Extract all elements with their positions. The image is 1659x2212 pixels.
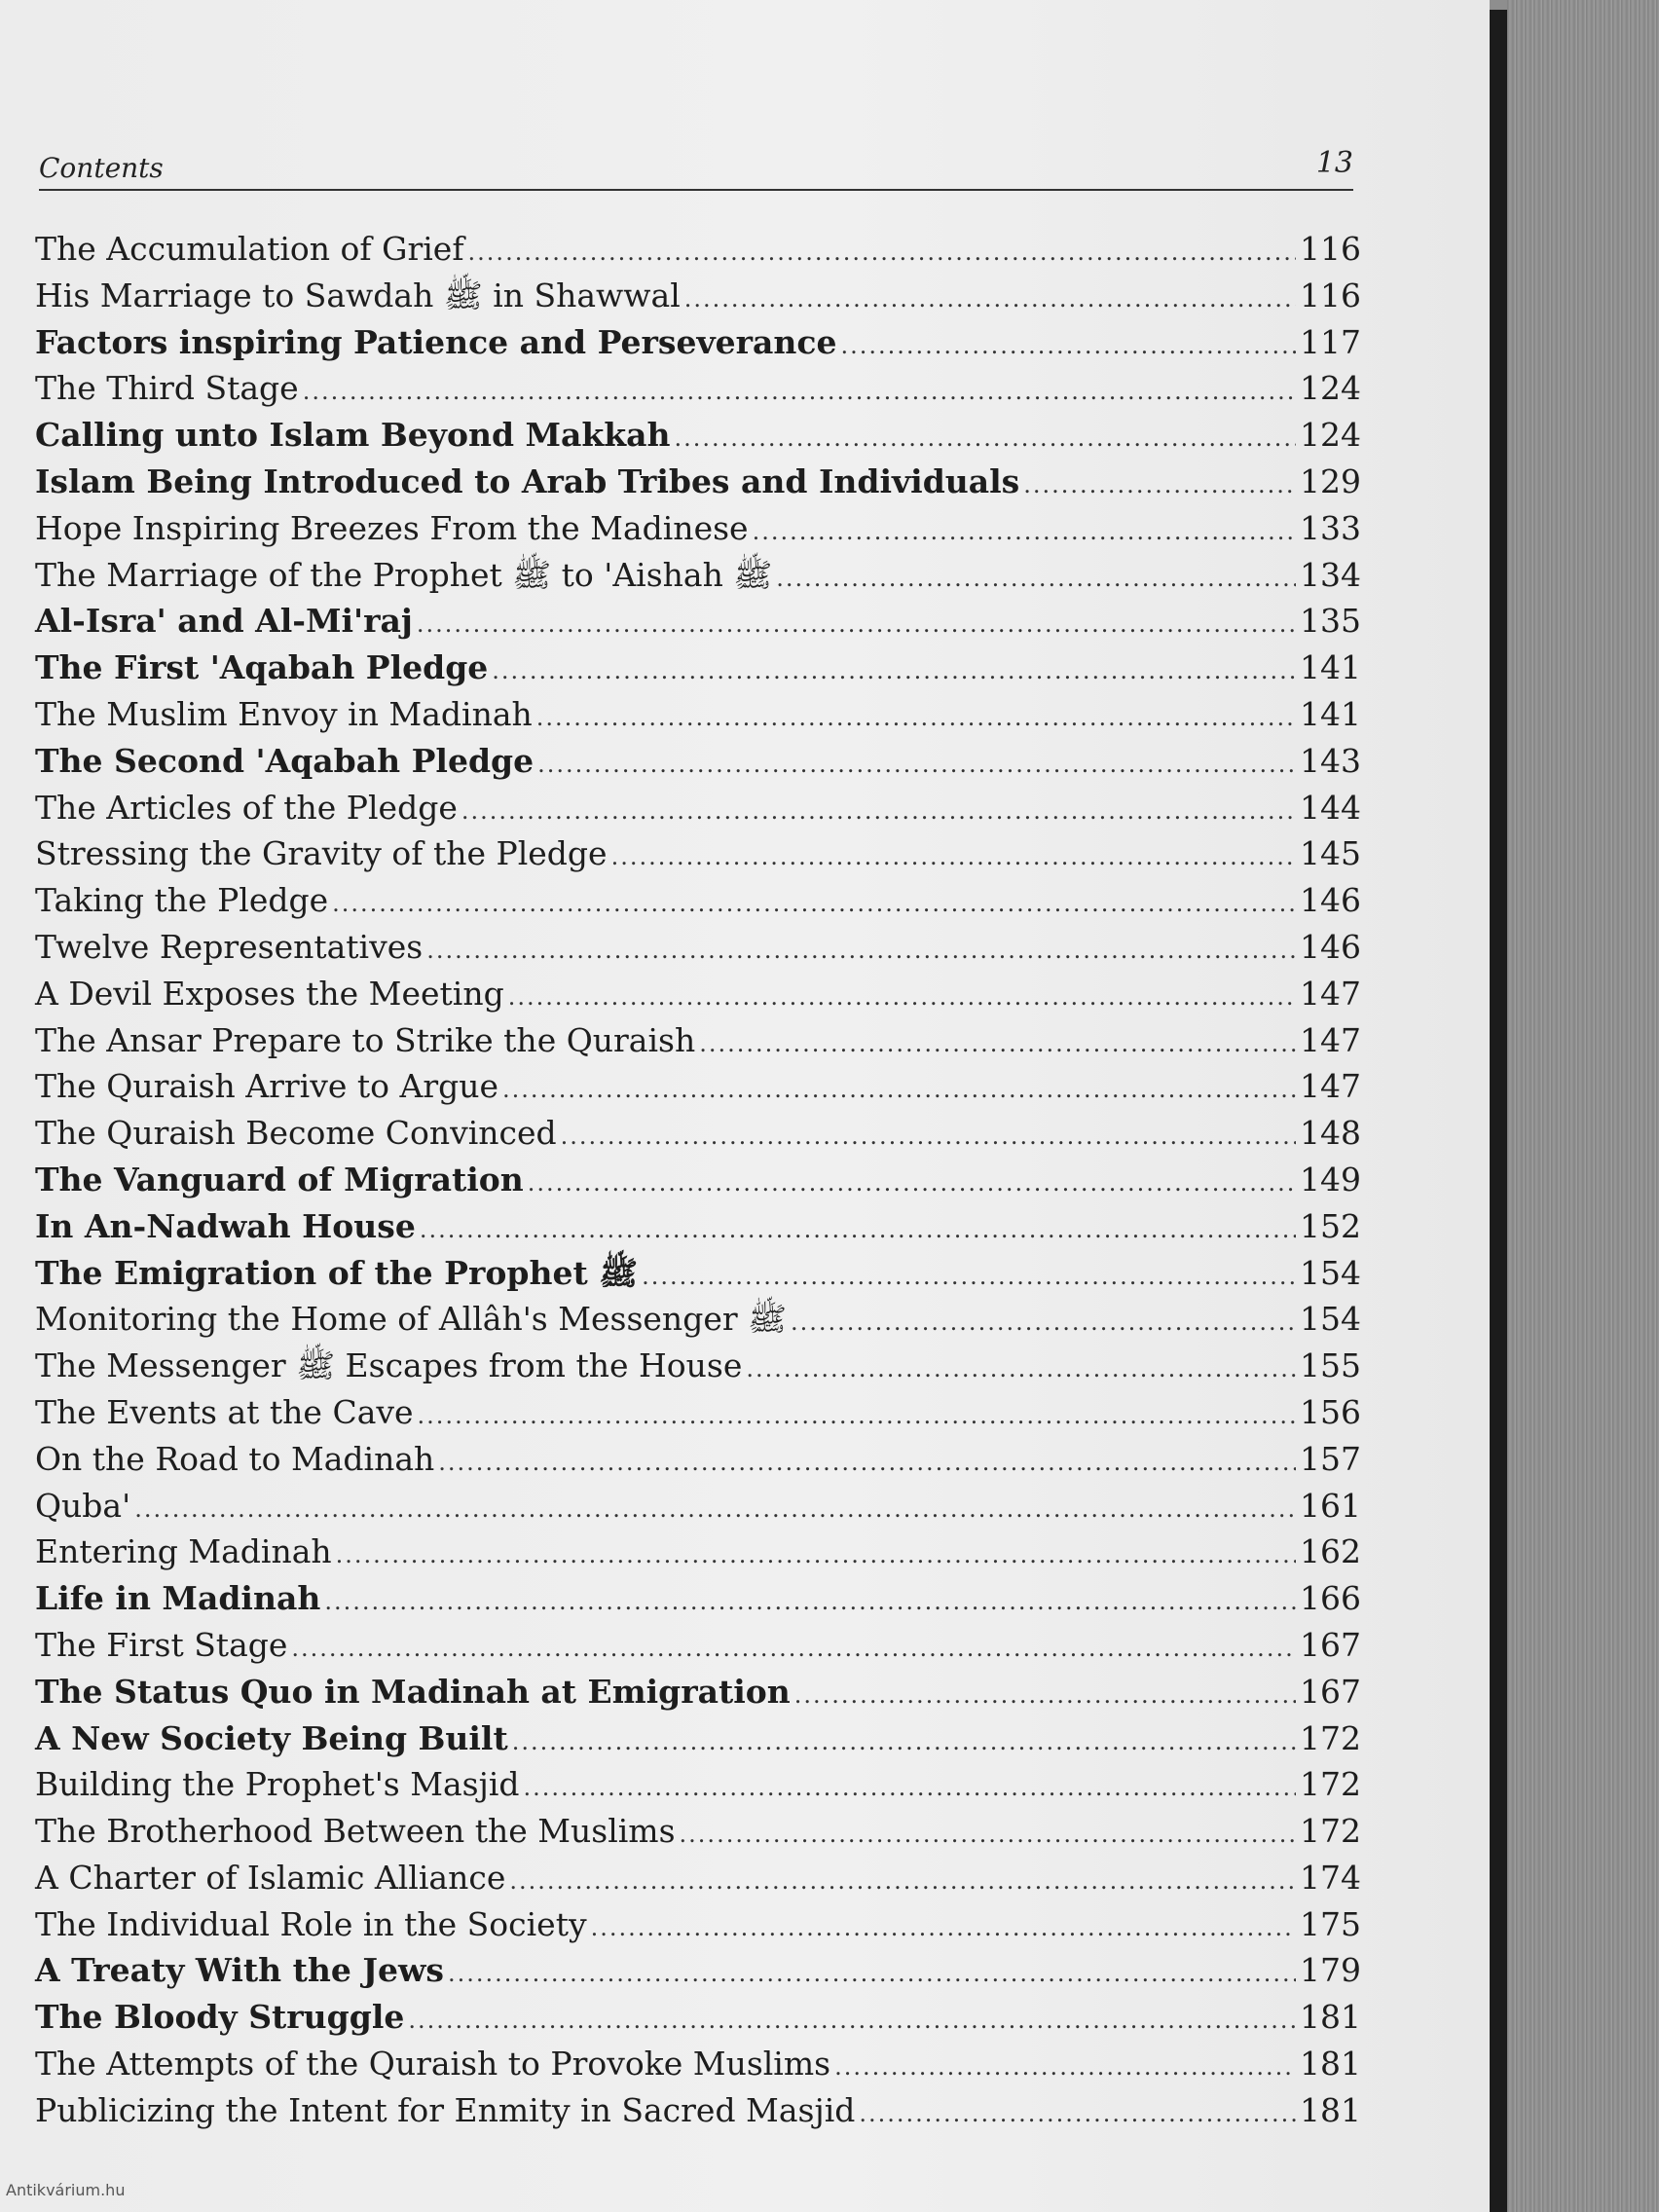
dot-leader bbox=[859, 2091, 1296, 2138]
toc-entry bbox=[35, 971, 1361, 1017]
toc-entry-title: The Individual Role in the Society bbox=[35, 1904, 587, 1943]
toc-entry bbox=[35, 691, 1361, 738]
toc-entry bbox=[35, 645, 1361, 691]
dot-leader bbox=[438, 1440, 1296, 1487]
toc-entry-page: 175 bbox=[1300, 1904, 1361, 1943]
toc-entry-title: The Articles of the Pledge bbox=[35, 788, 458, 827]
toc-entry-title: Twelve Representatives bbox=[35, 927, 424, 966]
toc-entry bbox=[35, 319, 1361, 366]
toc-entry bbox=[35, 1994, 1361, 2041]
dot-leader bbox=[324, 1579, 1296, 1626]
toc-entry-title: The Attempts of the Quraish to Provoke Muslims bbox=[35, 2045, 831, 2083]
dot-leader bbox=[536, 695, 1296, 742]
toc-entry bbox=[35, 365, 1361, 412]
table-of-contents bbox=[35, 226, 1361, 2134]
toc-entry bbox=[35, 412, 1361, 459]
toc-entry-title: The Emigration of the Prophet ﷺ bbox=[35, 1253, 639, 1292]
toc-entry-page: 143 bbox=[1300, 741, 1361, 780]
toc-entry-title: On the Road to Madinah bbox=[35, 1439, 435, 1478]
toc-entry-page: 152 bbox=[1300, 1206, 1361, 1245]
toc-entry-page: 154 bbox=[1300, 1253, 1361, 1292]
toc-entry-title: The Vanguard of Migration bbox=[35, 1160, 524, 1198]
dot-leader bbox=[508, 975, 1296, 1021]
toc-entry-page: 146 bbox=[1300, 881, 1361, 920]
toc-entry-page: 124 bbox=[1300, 416, 1361, 455]
toc-entry bbox=[35, 1947, 1361, 1994]
toc-entry-page: 174 bbox=[1300, 1858, 1361, 1897]
toc-entry-page: 172 bbox=[1300, 1765, 1361, 1804]
dot-leader bbox=[642, 1254, 1296, 1301]
toc-entry-page: 148 bbox=[1300, 1114, 1361, 1153]
toc-entry bbox=[35, 1110, 1361, 1157]
toc-entry-page: 124 bbox=[1300, 369, 1361, 408]
toc-entry-page: 145 bbox=[1300, 834, 1361, 873]
toc-entry bbox=[35, 1483, 1361, 1530]
toc-entry-title: The Ansar Prepare to Strike the Quraish bbox=[35, 1020, 696, 1059]
dot-leader bbox=[502, 1067, 1296, 1114]
toc-entry bbox=[35, 1529, 1361, 1575]
toc-entry bbox=[35, 226, 1361, 273]
toc-entry bbox=[35, 1436, 1361, 1483]
toc-entry-page: 181 bbox=[1300, 2090, 1361, 2129]
toc-entry-title: Stressing the Gravity of the Pledge bbox=[35, 834, 608, 873]
dot-leader bbox=[512, 1719, 1296, 1766]
toc-entry-page: 179 bbox=[1300, 1951, 1361, 1990]
toc-entry bbox=[35, 1808, 1361, 1855]
toc-entry-title: His Marriage to Sawdah ﷺ in Shawwal bbox=[35, 276, 681, 314]
dot-leader bbox=[791, 1300, 1296, 1346]
toc-entry-title: The Quraish Become Convinced bbox=[35, 1114, 557, 1153]
dot-leader bbox=[408, 1998, 1296, 2045]
toc-entry bbox=[35, 1389, 1361, 1436]
dot-leader bbox=[834, 2045, 1296, 2091]
toc-entry bbox=[35, 273, 1361, 319]
toc-entry-page: 155 bbox=[1300, 1346, 1361, 1385]
toc-entry bbox=[35, 877, 1361, 924]
running-header bbox=[39, 146, 1353, 191]
dot-leader bbox=[611, 834, 1296, 881]
dot-leader bbox=[420, 1207, 1296, 1254]
toc-entry bbox=[35, 505, 1361, 552]
toc-entry bbox=[35, 1622, 1361, 1669]
toc-entry-page: 156 bbox=[1300, 1392, 1361, 1431]
toc-entry-title: The First Stage bbox=[35, 1625, 288, 1664]
toc-entry-title: Life in Madinah bbox=[35, 1579, 321, 1618]
dot-leader bbox=[291, 1626, 1296, 1673]
toc-entry-title: Entering Madinah bbox=[35, 1532, 332, 1571]
toc-entry-title: The Status Quo in Madinah at Emigration bbox=[35, 1672, 791, 1711]
dot-leader bbox=[591, 1905, 1296, 1952]
toc-entry-page: 161 bbox=[1300, 1486, 1361, 1525]
toc-entry-title: Publicizing the Intent for Enmity in Sacred Masjid bbox=[35, 2090, 856, 2129]
toc-entry-page: 154 bbox=[1300, 1300, 1361, 1339]
toc-entry-page: 167 bbox=[1300, 1625, 1361, 1664]
toc-entry-title: Taking the Pledge bbox=[35, 881, 329, 920]
dot-leader bbox=[336, 1532, 1296, 1579]
toc-entry bbox=[35, 2087, 1361, 2134]
toc-entry bbox=[35, 1855, 1361, 1901]
toc-entry bbox=[35, 830, 1361, 877]
dot-leader bbox=[699, 1021, 1296, 1068]
toc-entry-page: 147 bbox=[1300, 974, 1361, 1013]
dot-leader bbox=[461, 789, 1296, 835]
toc-entry-page: 144 bbox=[1300, 788, 1361, 827]
toc-entry-title: The Marriage of the Prophet ﷺ to 'Aishah ﷺ bbox=[35, 555, 773, 594]
toc-entry bbox=[35, 924, 1361, 971]
dot-leader bbox=[1023, 462, 1296, 509]
toc-entry-title: The Third Stage bbox=[35, 369, 299, 408]
toc-entry-title: The Accumulation of Grief bbox=[35, 230, 464, 268]
book-spine-edge bbox=[1490, 10, 1507, 2212]
toc-entry-title: Factors inspiring Patience and Perseverance bbox=[35, 322, 837, 361]
toc-entry-page: 133 bbox=[1300, 508, 1361, 547]
toc-entry bbox=[35, 1157, 1361, 1203]
toc-entry-page: 129 bbox=[1300, 461, 1361, 500]
dot-leader bbox=[684, 276, 1296, 323]
dot-leader bbox=[753, 509, 1296, 556]
toc-entry bbox=[35, 1575, 1361, 1622]
dot-leader bbox=[794, 1673, 1296, 1719]
toc-entry-page: 149 bbox=[1300, 1160, 1361, 1198]
dot-leader bbox=[134, 1487, 1296, 1533]
dot-leader bbox=[528, 1161, 1296, 1207]
toc-entry-page: 172 bbox=[1300, 1718, 1361, 1757]
background-fabric bbox=[1507, 0, 1659, 2212]
toc-entry-title: The Second 'Aqabah Pledge bbox=[35, 741, 535, 780]
toc-entry-title: Al-Isra' and Al-Mi'raj bbox=[35, 602, 413, 641]
toc-entry-title: Islam Being Introduced to Arab Tribes and Individuals bbox=[35, 461, 1020, 500]
toc-entry-page: 141 bbox=[1300, 648, 1361, 687]
toc-entry-title: Hope Inspiring Breezes From the Madinese bbox=[35, 508, 749, 547]
toc-entry-page: 181 bbox=[1300, 2045, 1361, 2083]
toc-entry bbox=[35, 1761, 1361, 1808]
toc-entry-page: 135 bbox=[1300, 602, 1361, 641]
dot-leader bbox=[675, 416, 1296, 462]
toc-entry-page: 146 bbox=[1300, 927, 1361, 966]
toc-entry-page: 162 bbox=[1300, 1532, 1361, 1571]
toc-entry-page: 134 bbox=[1300, 555, 1361, 594]
toc-entry-title: A Devil Exposes the Meeting bbox=[35, 974, 504, 1013]
toc-entry-page: 116 bbox=[1300, 230, 1361, 268]
dot-leader bbox=[448, 1951, 1296, 1998]
toc-entry bbox=[35, 1343, 1361, 1389]
dot-leader bbox=[468, 230, 1296, 276]
dot-leader bbox=[746, 1346, 1296, 1393]
toc-entry bbox=[35, 552, 1361, 599]
toc-entry bbox=[35, 459, 1361, 505]
dot-leader bbox=[426, 928, 1296, 975]
dot-leader bbox=[417, 602, 1296, 648]
toc-entry-page: 117 bbox=[1300, 322, 1361, 361]
toc-entry bbox=[35, 1296, 1361, 1343]
toc-entry-title: The Muslim Envoy in Madinah bbox=[35, 694, 533, 733]
watermark-text: Antikvárium.hu bbox=[6, 2181, 126, 2199]
dot-leader bbox=[303, 369, 1296, 416]
toc-entry bbox=[35, 1250, 1361, 1297]
header-page-number: 13 bbox=[1315, 146, 1353, 180]
toc-entry bbox=[35, 1017, 1361, 1064]
header-title: Contents bbox=[39, 152, 164, 184]
toc-entry bbox=[35, 1715, 1361, 1762]
toc-entry bbox=[35, 1669, 1361, 1715]
toc-entry-page: 172 bbox=[1300, 1812, 1361, 1851]
dot-leader bbox=[561, 1114, 1296, 1161]
toc-entry-title: Monitoring the Home of Allâh's Messenger ﷺ bbox=[35, 1300, 787, 1339]
dot-leader bbox=[418, 1393, 1296, 1440]
toc-entry bbox=[35, 1203, 1361, 1250]
toc-entry bbox=[35, 598, 1361, 645]
dot-leader bbox=[537, 742, 1296, 789]
dot-leader bbox=[492, 648, 1296, 695]
dot-leader bbox=[332, 881, 1296, 928]
dot-leader bbox=[776, 556, 1296, 603]
toc-entry-page: 141 bbox=[1300, 694, 1361, 733]
toc-entry bbox=[35, 738, 1361, 785]
toc-entry-page: 116 bbox=[1300, 276, 1361, 314]
toc-entry-title: Building the Prophet's Masjid bbox=[35, 1765, 520, 1804]
dot-leader bbox=[841, 323, 1296, 370]
dot-leader bbox=[509, 1859, 1296, 1905]
toc-entry-page: 181 bbox=[1300, 1998, 1361, 2037]
toc-entry-title: Quba' bbox=[35, 1486, 131, 1525]
toc-entry-title: A Treaty With the Jews bbox=[35, 1951, 444, 1990]
toc-entry-title: The Messenger ﷺ Escapes from the House bbox=[35, 1346, 743, 1385]
dot-leader bbox=[680, 1812, 1296, 1859]
toc-entry-title: In An-Nadwah House bbox=[35, 1206, 416, 1245]
toc-entry-page: 167 bbox=[1300, 1672, 1361, 1711]
toc-entry-page: 166 bbox=[1300, 1579, 1361, 1618]
toc-entry-title: The First 'Aqabah Pledge bbox=[35, 648, 489, 687]
toc-entry bbox=[35, 1901, 1361, 1948]
toc-entry-page: 147 bbox=[1300, 1020, 1361, 1059]
toc-entry-title: The Brotherhood Between the Muslims bbox=[35, 1812, 676, 1851]
toc-entry-title: Calling unto Islam Beyond Makkah bbox=[35, 416, 671, 455]
toc-entry-title: The Quraish Arrive to Argue bbox=[35, 1067, 499, 1106]
toc-entry bbox=[35, 785, 1361, 831]
toc-entry-page: 157 bbox=[1300, 1439, 1361, 1478]
toc-entry-title: A New Society Being Built bbox=[35, 1718, 508, 1757]
toc-entry-page: 147 bbox=[1300, 1067, 1361, 1106]
toc-entry-title: A Charter of Islamic Alliance bbox=[35, 1858, 506, 1897]
toc-entry-title: The Events at the Cave bbox=[35, 1392, 414, 1431]
dot-leader bbox=[524, 1765, 1296, 1812]
toc-entry bbox=[35, 1063, 1361, 1110]
toc-entry-title: The Bloody Struggle bbox=[35, 1998, 405, 2037]
toc-entry bbox=[35, 2041, 1361, 2087]
